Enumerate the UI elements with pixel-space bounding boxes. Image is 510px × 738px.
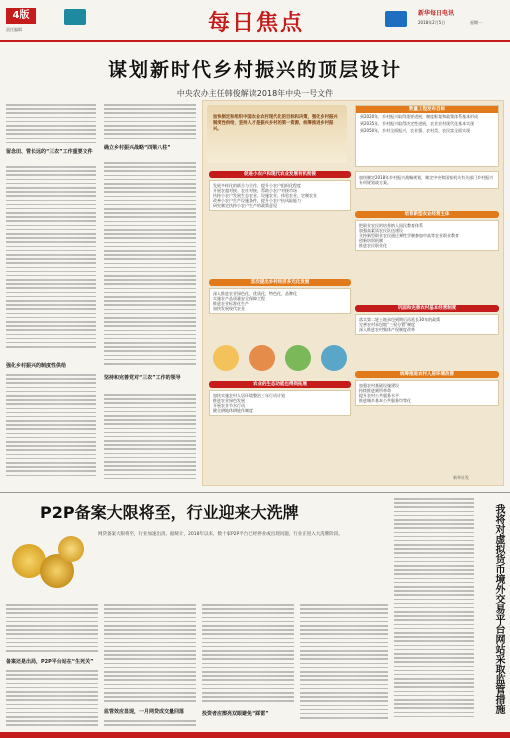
- quote-box: [355, 171, 499, 189]
- goals-item-2: 到2035年，乡村振兴取得决定性进展，农业农村现代化基本实现: [360, 121, 475, 126]
- house-icon: [249, 345, 275, 371]
- list6-item-1: 加强农村基础设施建设: [359, 383, 399, 388]
- goals-item-1: 到2020年，乡村振兴取得重要进展，制度框架和政策体系基本形成: [360, 114, 479, 119]
- goals-box: [355, 105, 499, 167]
- p2p-headline: P2P备案大限将至，行业迎来大洗牌: [40, 503, 299, 522]
- subhead-2: 强化乡村振兴的制度性供给: [6, 363, 67, 369]
- infographic-icons-row: [213, 341, 347, 377]
- goals-item-3: 到2050年，乡村全面振兴，农业强、农村美、农民富全面实现: [360, 128, 471, 133]
- tree-icon: [285, 345, 311, 371]
- masthead-brand: 新华每日电讯: [418, 10, 455, 17]
- list5-item-3: 深入推进农村集体产权制度改革: [359, 327, 415, 332]
- section-divider: [0, 492, 510, 493]
- p2p-lead: 网贷备案大限将至，行业加速出清。据统计，2018年以来，数十家P2P平台已经停业或出现问题，行业正进入大洗牌阶段。: [98, 532, 343, 537]
- list4-item-3: 开展农业节水行动: [213, 403, 245, 408]
- list3-item-2: 实施农产品质量安全保障工程: [213, 296, 265, 301]
- infographic-intro: 加快制定和组织中国农业农村现代化的目标和决策，强化乡村振兴制度性供给，坚持人才是振兴乡村的第一资源，统筹推进乡村振兴。: [213, 115, 338, 132]
- page-number-badge: [6, 8, 36, 24]
- subhead-1: 留念田、管长远的“三农”工作重要文件: [6, 149, 93, 155]
- section-small-farmers-title: 促进小农户和现代农业发展有机衔接: [209, 171, 351, 178]
- bottom-bar: [0, 732, 510, 738]
- list3-item-3: 推进农业标准化生产: [213, 301, 249, 306]
- list5-item-1: 落实第二轮土地承包到期后再延长30年的政策: [359, 317, 441, 322]
- section-title: 每日焦点: [208, 11, 305, 36]
- section-economy: [209, 279, 351, 314]
- list6-item-3: 提升农村公共服务水平: [359, 393, 399, 398]
- infographic-credits: 新华社发: [453, 475, 469, 480]
- list2-item-1: 把职业农民的培养纳入国民教育体系: [359, 223, 423, 228]
- crypto-headline: 我将对虚拟货币境外交易平台网站采取监管措施: [493, 504, 504, 714]
- list6-item-2: 持续推进厕所革命: [359, 388, 391, 393]
- tractor-icon: [321, 345, 347, 371]
- section-logo: [64, 9, 86, 25]
- section-ecology: [209, 381, 351, 416]
- coins-illustration: [6, 530, 92, 600]
- section-economy-title: 首次提出乡村经济多元化发展: [209, 279, 351, 286]
- section-new-farmers-title: 培育新型农业经营主体: [355, 211, 499, 218]
- p2p-column-4: [300, 604, 388, 730]
- list1-item-3: 扶持小农户发展生态农业、设施农业、体验农业、定制农业: [213, 193, 317, 198]
- subhead-4: 坚持和完善党对“三农”工作的领导: [104, 375, 181, 381]
- headline-title: 谋划新时代乡村振兴的顶层设计: [107, 59, 402, 81]
- crypto-story: [394, 498, 506, 732]
- infographic-panel: [202, 100, 504, 486]
- masthead-weekday: 星期一: [470, 20, 482, 25]
- wheat-icon: [213, 345, 239, 371]
- p2p-subhead-1: 备案还是出局，P2P平台站在“生死关”: [6, 659, 94, 665]
- p2p-column-1: [6, 604, 98, 730]
- list4-item-1: 加快实施农村人居环境整治三年行动计划: [213, 393, 285, 398]
- section-new-farmers: [355, 211, 499, 251]
- article-column-1: [6, 104, 96, 484]
- coin-icon: [58, 536, 84, 562]
- section-environment: [355, 371, 499, 406]
- list2-item-2: 加强高素质农民队伍建设: [359, 228, 403, 233]
- section-basic-system-title: 巩固和完善农村基本经营制度: [355, 305, 499, 312]
- list3-item-4: 加快发展现代农业: [213, 306, 245, 311]
- masthead-date: 2018年2月5日: [418, 20, 446, 25]
- infographic-illustration: [207, 105, 347, 163]
- masthead: [0, 0, 510, 48]
- p2p-subhead-2: 监管效应显现，一月网贷成交量回落: [104, 709, 185, 715]
- editor-label: 责任编辑: [6, 27, 22, 32]
- list1-item-5: 研究制定扶持小农户生产的政策意见: [213, 203, 277, 208]
- brand-logo: [385, 11, 407, 27]
- list5-item-2: 完善农村承包地“三权分置”制度: [359, 322, 416, 327]
- article-column-2: [104, 104, 196, 484]
- list4-item-4: 健全耕地休耕轮作制度: [213, 408, 253, 413]
- list1-item-1: 发展多样化的联合与合作，提升小农户组织化程度: [213, 183, 301, 188]
- p2p-subhead-3: 投资者应擦亮双眼避免“踩雷”: [202, 711, 269, 717]
- list2-item-3: 支持新型职业农民通过弹性学制参加中高等农业职业教育: [359, 233, 459, 238]
- list2-item-5: 推进农民职业化: [359, 243, 387, 248]
- section-ecology-title: 农业的生态功能也得到拓展: [209, 381, 351, 388]
- quote-text: 加快制定2018年乡村振兴战略规划，制定中央和国家机关有关部门乡村振兴专项规划或方案。: [359, 175, 494, 185]
- list3-item-1: 深入推进农业绿色化、优质化、特色化、品牌化: [213, 291, 297, 296]
- p2p-column-2: [104, 604, 196, 730]
- list4-item-2: 推进农业绿色发展: [213, 398, 245, 403]
- section-basic-system: [355, 305, 499, 335]
- section-small-farmers: [209, 171, 351, 211]
- headline-subtitle: 中央农办主任韩俊解读2018年中央一号文件: [176, 89, 334, 98]
- p2p-column-3: [202, 604, 294, 730]
- list1-item-2: 开展农超对接、农社对接，帮助小农户对接市场: [213, 188, 297, 193]
- main-headline: [0, 55, 510, 79]
- section-environment-title: 统筹推进农村人居环境改善: [355, 371, 499, 378]
- page-number: 4版: [12, 10, 30, 21]
- masthead-rule: [0, 40, 510, 42]
- list6-item-4: 推进城乡基本公共服务均等化: [359, 398, 411, 403]
- subhead-3: 确立乡村振兴战略“四梁八柱”: [104, 145, 171, 151]
- goals-title: 数量工程发布目标: [356, 106, 498, 113]
- list1-item-4: 改善小农户生产设施条件，提升小农户抗风险能力: [213, 198, 301, 203]
- list2-item-4: 创新培训机制: [359, 238, 383, 243]
